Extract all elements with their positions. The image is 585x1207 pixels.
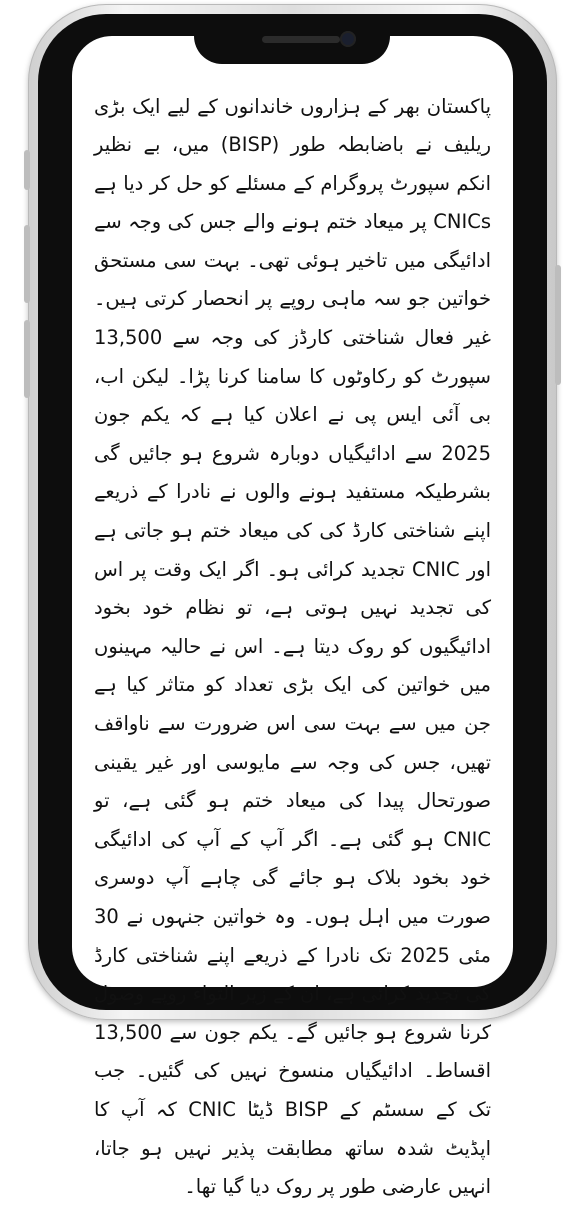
phone-side-button-left-top [24,150,30,190]
article-text: پاکستان بھر کے ہزاروں خاندانوں کے لیے ایک بڑی ریلیف نے باضابطہ طور (BISP) میں، بے نظیر انکم سپورٹ پروگرام کے مسئلے کو حل کر دیا ہے CNICs پر میعاد ختم ہونے والے جس کی وجہ سے ادائیگی میں تاخیر ہوئی تھی۔ بہت سی مستحق خواتین جو سہ ماہی روپے پر انحصار کرتی ہیں۔ غیر فعال شناختی کارڈز کی وجہ سے 13,500 سپورٹ کو رکاوٹوں کا سامنا کرنا پڑا۔ لیکن اب، بی آئی ایس پی نے اعلان کیا ہے کہ یکم جون 2025 سے ادائیگیاں دوبارہ شروع ہو جائیں گی بشرطیکہ مستفید ہونے والوں نے نادرا کے ذریعے اپنے شناختی کارڈ کی کی میعاد ختم ہو جاتی ہے اور CNIC تجدید کرائی ہو۔ اگر ایک وقت پر اس کی تجدید نہیں ہوتی ہے، تو نظام خود بخود ادائیگیوں کو روک دیتا ہے۔ اس نے حالیہ مہینوں میں خواتین کی ایک بڑی تعداد کو متاثر کیا ہے جن میں سے بہت سی اس ضرورت سے ناواقف تھیں، جس کی وجہ سے مایوسی اور غیر یقینی صورتحال پیدا کی میعاد ختم ہو گئی ہے، تو CNIC ہو گئی ہے۔ اگر آپ کے آپ کی ادائیگی خود بخود بلاک ہو جائے گی چاہے آپ دوسری صورت میں اہل ہوں۔ وہ خواتین جنہوں نے 30 مئی 2025 تک نادرا کے ذریعے اپنے شناختی کارڈ کی تجدید کرائی ہے، ان کے زیر التواء روپے وصول کرنا شروع ہو جائیں گے۔ یکم جون سے 13,500 اقساط۔ ادائیگیاں منسوخ نہیں کی گئیں۔ جب تک کے سسٹم کے BISP ڈیٹا CNIC کہ آپ کا اپڈیٹ شدہ ساتھ مطابقت پذیر نہیں ہو جاتا، انہیں عارضی طور پر روک دیا گیا تھا۔ [94,94,492,1199]
speaker-grille [262,36,340,43]
phone-side-button-left-middle [24,225,30,303]
front-camera-icon [340,31,356,47]
phone-side-button-right [555,265,561,385]
phone-screen [72,36,513,1199]
phone-side-button-left-bottom [24,320,30,398]
